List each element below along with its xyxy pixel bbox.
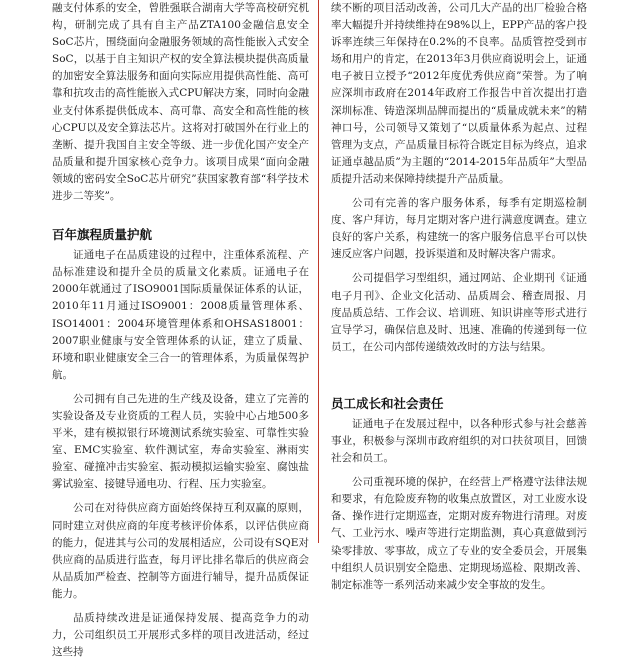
paragraph-improvement: 品质持续改进是证通保持发展、提高竞争力的动力，公司组织员工开展形式多样的项目改进活动，经过这些持 [52, 612, 309, 659]
paragraph-learning-organization: 公司提倡学习型组织，通过网站、企业期刊《证通电子月刊》、企业文化活动、品质周会、稽查周报、月度品质总结、工作会议、培训班、知识讲座等形式进行宣导学习，确保信息及时、迅速、准确的传递到每一位员工，在公司内部传递绩效改时的方法与结果。 [331, 272, 587, 353]
section-heading-quality: 百年旗程质量护航 [52, 227, 153, 243]
section-heading-responsibility: 员工成长和社会责任 [331, 395, 444, 411]
paragraph-customer-service: 公司有完善的客户服务体系，每季有定期巡检制度、客户拜访，每月定期对客户进行满意度调查。建立良好的客户关系，构建统一的客户服务信息平台可以快速反应客户问题，投诉渠道和及时解决客户需求。 [331, 197, 587, 261]
right-column [331, 0, 587, 594]
paragraph-suppliers: 公司在对待供应商方面始终保持互利双赢的原则，同时建立对供应商的年度考核评价体系，以评估供应商的能力，促进其与公司的发展相适应，公司设有SQE对供应商的品质进行监查，每月评比排名靠后的供应商会从品质加严检查、控制等方面进行辅导，提升品质保证能力。 [52, 502, 309, 600]
column-divider [318, 0, 319, 543]
paragraph-improvement-continued: 续不断的项目活动改善，公司几大产品的出厂检验合格率大幅提升并持续维持在98%以上，EPP产品的客户投诉率连续三年保持在0.2%的不良率。品质管控受到市场和用户的肯定，在2013年3月供应商说明会上，证通电子被日立授予“2012年度优秀供应商”荣誉。为了响应深圳市政府在2014年政府工作报告中首次提出打造深圳标准、铸造深圳品牌而提出的“质量成就未来”的精神口号，公司领导又策划了“以质量体系为起点、过程管理为支点，产品质量目标符合既定目标为终点，追求证通卓越品质”为主题的“2014-2015年品质年”大型品质提升活动来保障持续提升产品质量。 [331, 2, 587, 185]
paragraph-labs: 公司拥有自己先进的生产线及设备，建立了完善的实验设备及专业资质的工程人员，实验中心占地500多平米，建有模拟银行环境测试系统实验室、可靠性实验室、EMC实验室、软件测试室，寿命实验室、淋雨实验室、碰撞冲击实验室、振动模拟运输实验室、腐蚀盐雾试验室、接键导通电功、行程、压力实验室。 [52, 392, 309, 491]
paragraph-quality-system: 证通电子在品质建设的过程中，注重体系流程、产品标准建设和提升全员的质量文化素质。证通电子在2000年就通过了ISO9001国际质量保证体系的认证，2010年11月通过ISO9001：2008质量管理体系、ISO14001：2004环境管理体系和OHSAS18001：2007职业健康与安全管理体系的认证，建立了质量、环境和职业健康安全三合一的管理体系，为质量保驾护航。 [52, 249, 309, 381]
paragraph-charity: 证通电子在发展过程中，以各种形式参与社会慈善事业，积极参与深圳市政府组织的对口扶贫项目，回馈社会和员工。 [331, 417, 587, 465]
paragraph-environment: 公司重视环境的保护，在经营上严格遵守法律法规和要求，有危险废弃物的收集点放置区，对工业废水设备、操作进行定期巡查，定期对废弃物进行清理。对废气、工业污水、噪声等进行定期监测，真心真意做到污染零排放、零事故，成立了专业的安全委员会，开展集中组织人员识别安全隐患、定期现场巡检、限期改善、制定标准等一系列活动来减少安全事故的发生。 [331, 476, 587, 591]
paragraph-intro-continued: 融支付体系的安全，曾胜强联合湖南大学等高校研究机构，研制完成了具有自主产品ZTA100金融信息安全SoC芯片，围绕面向金融服务领域的高性能嵌入式安全SoC，以基于自主知识产权的安全算法模块提供高质量的加密安全算法服务和面向实际应用提供高性能、高可靠和抗攻击的高性能嵌入式CPU解决方案，同时向金融业支付体系提供低成本、高可靠、高安全和高性能的核心CPU以及安全算法芯片。这将对打破国外在行业上的垄断、提升我国自主安全等级、进一步优化国产安全产品质量和提升国家核心竞争力。该项目成果“面向金融领域的密码安全SoC芯片研究”获国家教育部“科学技术进步二等奖”。 [52, 2, 309, 203]
left-column [52, 0, 309, 661]
